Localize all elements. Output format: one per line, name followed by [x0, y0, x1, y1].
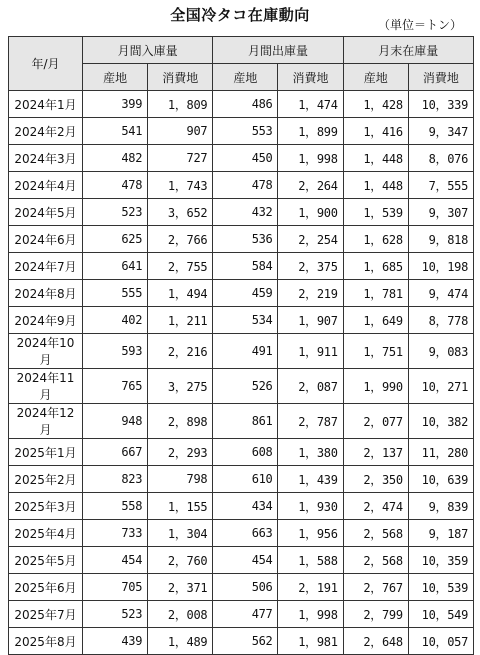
inbound-consumer-cell: 2，216: [148, 334, 213, 369]
stock-origin-cell: 1，448: [343, 172, 408, 199]
inbound-consumer-cell: 1，304: [148, 520, 213, 547]
table-row: [9, 199, 474, 226]
inbound-origin-cell: 765: [83, 369, 148, 404]
stock-origin-cell: 1，416: [343, 118, 408, 145]
stock-consumer-cell: 9，307: [408, 199, 473, 226]
stock-origin-cell: 1，448: [343, 145, 408, 172]
stock-consumer-cell: 10，339: [408, 91, 473, 118]
stock-consumer-cell: 9，347: [408, 118, 473, 145]
stock-consumer-cell: 8，076: [408, 145, 473, 172]
stock-origin-cell: 1，649: [343, 307, 408, 334]
stock-origin-cell: 2，568: [343, 520, 408, 547]
table-row: [9, 547, 474, 574]
outbound-origin-cell: 450: [213, 145, 278, 172]
stock-origin-cell: 2，799: [343, 601, 408, 628]
stock-consumer-cell: 9，474: [408, 280, 473, 307]
outbound-consumer-cell: 1，380: [278, 439, 343, 466]
stock-consumer-cell: 10，359: [408, 547, 473, 574]
inbound-consumer-cell: 3，275: [148, 369, 213, 404]
outbound-consumer-cell: 1，911: [278, 334, 343, 369]
outbound-origin-cell: 477: [213, 601, 278, 628]
inbound-origin-cell: 667: [83, 439, 148, 466]
table-row: [9, 334, 474, 369]
outbound-origin-cell: 486: [213, 91, 278, 118]
month-cell: 2024年2月: [9, 118, 83, 145]
outbound-origin-cell: 553: [213, 118, 278, 145]
inbound-origin-cell: 541: [83, 118, 148, 145]
stock-consumer-cell: 9，187: [408, 520, 473, 547]
table-row: [9, 145, 474, 172]
outbound-consumer-cell: 1，981: [278, 628, 343, 655]
inbound-consumer-cell: 3，652: [148, 199, 213, 226]
table-row: [9, 404, 474, 439]
stock-origin-cell: 1，539: [343, 199, 408, 226]
outbound-consumer-cell: 1，439: [278, 466, 343, 493]
inbound-origin-cell: 593: [83, 334, 148, 369]
inventory-table: [8, 36, 474, 655]
inbound-consumer-cell: 2，008: [148, 601, 213, 628]
stock-origin-cell: 1，781: [343, 280, 408, 307]
outbound-consumer-cell: 2，191: [278, 574, 343, 601]
inbound-consumer-cell: 2，371: [148, 574, 213, 601]
table-row: [9, 307, 474, 334]
outbound-origin-cell: 454: [213, 547, 278, 574]
month-cell: 2025年4月: [9, 520, 83, 547]
inbound-consumer-cell: 727: [148, 145, 213, 172]
inbound-consumer-cell: 1，489: [148, 628, 213, 655]
table-row: [9, 601, 474, 628]
outbound-consumer-header: 消費地: [278, 64, 343, 91]
outbound-origin-cell: 478: [213, 172, 278, 199]
outbound-origin-cell: 491: [213, 334, 278, 369]
month-cell: 2025年3月: [9, 493, 83, 520]
outbound-group-header: 月間出庫量: [213, 37, 343, 64]
stock-origin-cell: 1，751: [343, 334, 408, 369]
stock-consumer-cell: 9，818: [408, 226, 473, 253]
inbound-origin-header: 産地: [83, 64, 148, 91]
table-row: [9, 574, 474, 601]
inbound-consumer-header: 消費地: [148, 64, 213, 91]
inbound-consumer-cell: 907: [148, 118, 213, 145]
month-cell: 2024年5月: [9, 199, 83, 226]
table-row: [9, 466, 474, 493]
inbound-consumer-cell: 1，155: [148, 493, 213, 520]
month-cell: 2024年6月: [9, 226, 83, 253]
inbound-origin-cell: 482: [83, 145, 148, 172]
page-title: 全国冷タコ在庫動向: [170, 6, 310, 24]
month-cell: 2024年8月: [9, 280, 83, 307]
stock-origin-cell: 2，350: [343, 466, 408, 493]
inbound-origin-cell: 439: [83, 628, 148, 655]
stock-consumer-cell: 10，271: [408, 369, 473, 404]
outbound-consumer-cell: 1，588: [278, 547, 343, 574]
inbound-consumer-cell: 1，743: [148, 172, 213, 199]
table-row: [9, 493, 474, 520]
stock-origin-cell: 2，474: [343, 493, 408, 520]
stock-origin-cell: 2，767: [343, 574, 408, 601]
outbound-consumer-cell: 2，264: [278, 172, 343, 199]
outbound-consumer-cell: 1，899: [278, 118, 343, 145]
stock-consumer-cell: 8，778: [408, 307, 473, 334]
month-cell: 2024年1月: [9, 91, 83, 118]
outbound-origin-cell: 562: [213, 628, 278, 655]
month-cell: 2024年11月: [9, 369, 83, 404]
table-row: [9, 91, 474, 118]
stock-origin-cell: 2，568: [343, 547, 408, 574]
stock-origin-cell: 1，428: [343, 91, 408, 118]
month-cell: 2025年8月: [9, 628, 83, 655]
outbound-consumer-cell: 2，787: [278, 404, 343, 439]
month-cell: 2024年9月: [9, 307, 83, 334]
month-cell: 2024年7月: [9, 253, 83, 280]
stock-consumer-cell: 10，057: [408, 628, 473, 655]
stock-consumer-cell: 10，549: [408, 601, 473, 628]
inbound-origin-cell: 523: [83, 601, 148, 628]
stock-origin-cell: 2，648: [343, 628, 408, 655]
outbound-origin-cell: 526: [213, 369, 278, 404]
table-row: [9, 280, 474, 307]
inbound-origin-cell: 478: [83, 172, 148, 199]
stock-consumer-cell: 11，280: [408, 439, 473, 466]
outbound-origin-cell: 506: [213, 574, 278, 601]
month-cell: 2024年3月: [9, 145, 83, 172]
outbound-origin-header: 産地: [213, 64, 278, 91]
inbound-group-header: 月間入庫量: [83, 37, 213, 64]
table-row: [9, 628, 474, 655]
inbound-consumer-cell: 2，766: [148, 226, 213, 253]
outbound-consumer-cell: 1，907: [278, 307, 343, 334]
stock-consumer-header: 消費地: [408, 64, 473, 91]
outbound-origin-cell: 432: [213, 199, 278, 226]
outbound-consumer-cell: 1，930: [278, 493, 343, 520]
stock-consumer-cell: 10，539: [408, 574, 473, 601]
table-row: [9, 369, 474, 404]
month-cell: 2024年12月: [9, 404, 83, 439]
outbound-origin-cell: 663: [213, 520, 278, 547]
outbound-consumer-cell: 2，254: [278, 226, 343, 253]
inbound-origin-cell: 558: [83, 493, 148, 520]
stock-consumer-cell: 10，198: [408, 253, 473, 280]
year-month-header: 年/月: [9, 37, 83, 91]
outbound-origin-cell: 861: [213, 404, 278, 439]
table-row: [9, 172, 474, 199]
unit-label: （単位＝トン）: [377, 18, 462, 32]
outbound-consumer-cell: 2，219: [278, 280, 343, 307]
inbound-consumer-cell: 2，898: [148, 404, 213, 439]
table-row: [9, 520, 474, 547]
stock-consumer-cell: 7，555: [408, 172, 473, 199]
outbound-origin-cell: 610: [213, 466, 278, 493]
outbound-consumer-cell: 1，998: [278, 601, 343, 628]
table-row: [9, 253, 474, 280]
month-cell: 2024年4月: [9, 172, 83, 199]
outbound-consumer-cell: 1，956: [278, 520, 343, 547]
outbound-origin-cell: 434: [213, 493, 278, 520]
stock-group-header: 月末在庫量: [343, 37, 473, 64]
outbound-origin-cell: 459: [213, 280, 278, 307]
table-row: [9, 439, 474, 466]
table-header: [9, 37, 474, 91]
stock-consumer-cell: 10，639: [408, 466, 473, 493]
inbound-consumer-cell: 1，494: [148, 280, 213, 307]
outbound-origin-cell: 608: [213, 439, 278, 466]
stock-origin-cell: 2，077: [343, 404, 408, 439]
stock-consumer-cell: 10，382: [408, 404, 473, 439]
table-row: [9, 226, 474, 253]
month-cell: 2025年6月: [9, 574, 83, 601]
outbound-consumer-cell: 2，375: [278, 253, 343, 280]
table-body: [9, 91, 474, 655]
inbound-origin-cell: 641: [83, 253, 148, 280]
inbound-consumer-cell: 2，755: [148, 253, 213, 280]
inbound-origin-cell: 523: [83, 199, 148, 226]
inbound-origin-cell: 733: [83, 520, 148, 547]
month-cell: 2024年10月: [9, 334, 83, 369]
month-cell: 2025年7月: [9, 601, 83, 628]
stock-consumer-cell: 9，083: [408, 334, 473, 369]
stock-consumer-cell: 9，839: [408, 493, 473, 520]
stock-origin-cell: 2，137: [343, 439, 408, 466]
stock-origin-cell: 1，628: [343, 226, 408, 253]
inbound-consumer-cell: 2，760: [148, 547, 213, 574]
outbound-origin-cell: 534: [213, 307, 278, 334]
outbound-consumer-cell: 1，474: [278, 91, 343, 118]
stock-origin-header: 産地: [343, 64, 408, 91]
inbound-origin-cell: 399: [83, 91, 148, 118]
inbound-origin-cell: 948: [83, 404, 148, 439]
table-row: [9, 118, 474, 145]
month-cell: 2025年5月: [9, 547, 83, 574]
inbound-origin-cell: 625: [83, 226, 148, 253]
inbound-origin-cell: 402: [83, 307, 148, 334]
inbound-origin-cell: 454: [83, 547, 148, 574]
outbound-origin-cell: 584: [213, 253, 278, 280]
month-cell: 2025年1月: [9, 439, 83, 466]
stock-origin-cell: 1，685: [343, 253, 408, 280]
inbound-origin-cell: 555: [83, 280, 148, 307]
month-cell: 2025年2月: [9, 466, 83, 493]
outbound-consumer-cell: 1，998: [278, 145, 343, 172]
inbound-consumer-cell: 2，293: [148, 439, 213, 466]
inbound-origin-cell: 705: [83, 574, 148, 601]
inbound-consumer-cell: 1，809: [148, 91, 213, 118]
inbound-consumer-cell: 798: [148, 466, 213, 493]
inbound-consumer-cell: 1，211: [148, 307, 213, 334]
outbound-origin-cell: 536: [213, 226, 278, 253]
outbound-consumer-cell: 1，900: [278, 199, 343, 226]
inbound-origin-cell: 823: [83, 466, 148, 493]
outbound-consumer-cell: 2，087: [278, 369, 343, 404]
stock-origin-cell: 1，990: [343, 369, 408, 404]
